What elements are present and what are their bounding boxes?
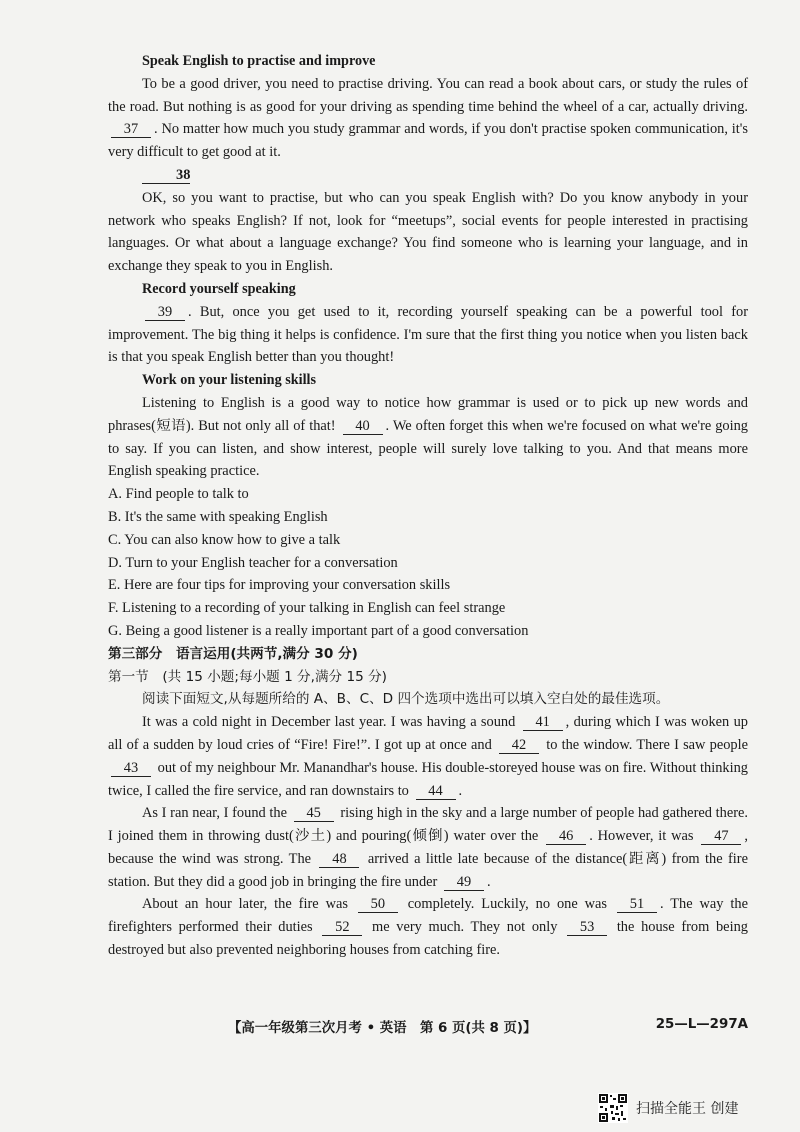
cloze-paragraph-1: It was a cold night in December last year. I was having a sound 41 , during which I was woken up all of a sudden by loud cries of “Fire! Fire!”. I got up at once and 42 to the window. There I saw people 43 out of my neighbour Mr. Manandhar's house. His double-storeyed house was on fire. Without thinking twice, I called the fire service, and ran downstairs to 44 . xyxy=(108,714,748,799)
part3-title: 第三部分 语言运用(共两节,满分 30 分) xyxy=(108,645,358,662)
paragraph-practise: OK, so you want to practise, but who can you speak English with? Do you know anybody in your network who speaks English? If not, look for “meetups”, social events for people interested in practising languages. Or what about a language exchange? You find someone who is learning your language, and in exchange they speak to you in English. xyxy=(108,189,748,275)
option-d: D. Turn to your English teacher for a conversation xyxy=(108,554,398,571)
blank-51: 51 xyxy=(617,896,657,913)
blank-38: 38 xyxy=(142,167,190,184)
blank-37: 37 xyxy=(111,121,151,138)
part3-section-title: 第一节 (共 15 小题;每小题 1 分,满分 15 分) xyxy=(108,668,387,685)
blank-38-line xyxy=(108,164,748,187)
blank-46: 46 xyxy=(546,828,586,845)
blank-48: 48 xyxy=(319,851,359,868)
section-heading-speak: Speak English to practise and improve xyxy=(142,53,376,69)
footer-page-info: 【高一年级第三次月考 • 英语 第 6 页(共 8 页)】 xyxy=(228,1021,537,1036)
blank-42: 42 xyxy=(499,737,539,754)
paragraph-record: 39 . But, once you get used to it, recording yourself speaking can be a powerful tool for improvement. The big thing it helps is confidence. I'm sure that the first thing you notice when you listen back is that you speak English better than you thought! xyxy=(108,303,748,366)
qr-code-icon xyxy=(598,1093,628,1123)
section-heading-listening: Work on your listening skills xyxy=(142,372,316,389)
footer-code: 25—L—297A xyxy=(655,1017,748,1032)
blank-44: 44 xyxy=(416,783,456,800)
option-e: E. Here are four tips for improving your conversation skills xyxy=(108,577,451,594)
cloze-paragraph-3: About an hour later, the fire was 50 completely. Luckily, no one was 51 . The way the firefighters performed their duties 52 me very much. They not only 53 the house from being destroyed but also prevented neighboring houses from catching fire. xyxy=(108,896,748,959)
section-heading-record: Record yourself speaking xyxy=(142,280,296,297)
page-footer xyxy=(228,1017,748,1036)
scanner-label: 扫描全能王 创建 xyxy=(636,1101,739,1117)
option-g: G. Being a good listener is a really important part of a good conversation xyxy=(108,622,529,639)
blank-53: 53 xyxy=(567,919,607,936)
blank-39: 39 xyxy=(145,304,185,321)
scanner-watermark xyxy=(598,1090,738,1126)
blank-47: 47 xyxy=(701,828,741,845)
cloze-paragraph-2: As I ran near, I found the 45 rising high in the sky and a large number of people had gathered there. I joined them in throwing dust(沙土) and pouring(倾倒) water over the 46 . However, it was 47 , because the wind was strong. The 48 arrived a little late because of the distance(距离) from the fire station. But they did a good job in bringing the fire under 49 . xyxy=(108,805,749,890)
paragraph-driving: To be a good driver, you need to practise driving. You can read a book about cars, or study the rules of the road. But nothing is as good for your driving as spending time behind the wheel of a car, actually driving. 37 . No matter how much you study grammar and words, if you don't practise spoken communication, it's very difficult to get good at it. xyxy=(108,75,748,161)
part3-instruction: 阅读下面短文,从每题所给的 A、B、C、D 四个选项中选出可以填入空白处的最佳选项。 xyxy=(142,691,670,708)
blank-43: 43 xyxy=(111,760,151,777)
blank-52: 52 xyxy=(322,919,362,936)
blank-49: 49 xyxy=(444,874,484,891)
blank-45: 45 xyxy=(294,805,334,822)
paragraph-listening: Listening to English is a good way to notice how grammar is used or to pick up new words and phrases(短语). But not only all of that! 40 . We often forget this when we're focused on what we're going to say. If you can listen, and show interest, people will surely love talking to you. And that means more English speaking practice. xyxy=(108,394,748,480)
blank-40: 40 xyxy=(343,418,383,435)
blank-50: 50 xyxy=(358,896,398,913)
options-list xyxy=(108,483,748,643)
blank-41: 41 xyxy=(523,714,563,731)
option-b: B. It's the same with speaking English xyxy=(108,508,328,525)
option-f: F. Listening to a recording of your talking in English can feel strange xyxy=(108,600,506,617)
option-a: A. Find people to talk to xyxy=(108,486,249,503)
option-c: C. You can also know how to give a talk xyxy=(108,531,341,548)
exam-page xyxy=(108,50,748,962)
